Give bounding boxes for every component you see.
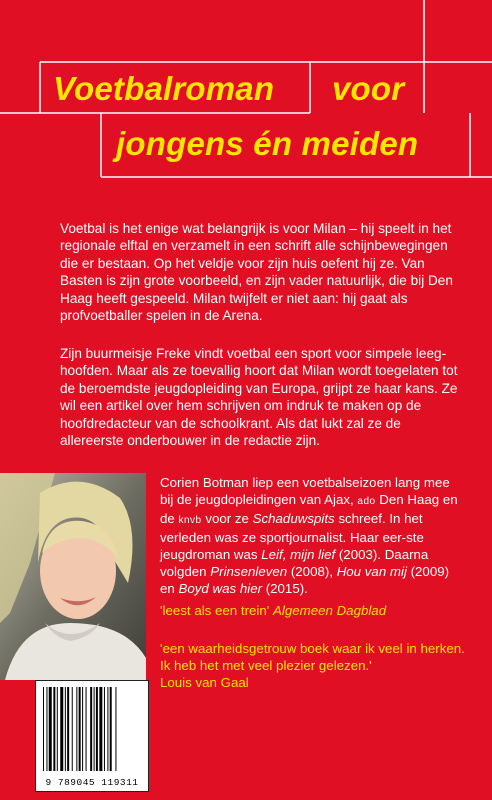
- barcode-bar: [57, 687, 58, 771]
- barcode-bar: [79, 687, 81, 771]
- barcode-bar: [60, 687, 63, 771]
- barcode-bar: [115, 687, 116, 771]
- author-bio: Corien Botman liep een voetbalseizoen lang mee bij de jeugdopleidingen van Ajax, ado Den Haag en de knvb voor ze Schaduwspits schreef. In het verleden was ze sportjournalist. Haar eer-ste jeugdroman was Leif, mijn lief (2003). Daarna volgden Prinsenleven (2008), Hou van mij (2009) en Boyd was hier (2015).: [160, 475, 458, 596]
- barcode-bar: [46, 687, 47, 771]
- barcode-bar: [53, 687, 55, 771]
- title-word-voetbalroman: Voetbalroman: [53, 70, 275, 107]
- review-quote-ad: 'leest als een trein' Algemeen Dagblad: [160, 603, 387, 618]
- barcode-bar: [99, 687, 102, 771]
- quote-source: Louis van Gaal: [160, 675, 249, 690]
- barcode-bar: [72, 687, 73, 771]
- barcode-bar: [104, 687, 105, 771]
- isbn-number: 9 789045 119311: [45, 777, 139, 788]
- isbn-barcode: [35, 680, 149, 792]
- barcode-bar: [43, 687, 44, 771]
- barcode-bar: [82, 687, 83, 771]
- review-quote-van-gaal: 'een waarheidsgetrouw boek waar ik veel in herken. Ik heb het met veel plezier gelezen.' Louis van Gaal: [160, 641, 465, 690]
- title-line-jongens-en-meiden: jongens én meiden: [116, 125, 419, 162]
- barcode-bar: [86, 687, 87, 771]
- barcode-bar: [76, 687, 77, 771]
- barcode-bar: [49, 687, 52, 771]
- author-photo: [0, 473, 146, 680]
- barcode-bar: [90, 687, 92, 771]
- book-title-boyd: Boyd was hier: [178, 581, 263, 596]
- title-word-voor: voor: [332, 70, 405, 107]
- book-title-hou-van-mij: Hou van mij: [336, 564, 407, 579]
- barcode-bar: [107, 687, 108, 771]
- barcode-bar: [67, 687, 69, 771]
- barcode-bar: [96, 687, 98, 771]
- barcode-bar: [110, 687, 112, 771]
- barcode-bar: [94, 687, 95, 771]
- barcode-bar: [65, 687, 66, 771]
- book-title-schaduwspits: Schaduwspits: [252, 511, 335, 526]
- blurb-paragraph-2: Zijn buurmeisje Freke vindt voetbal een sport voor simpele leeg-hoofden. Maar als ze toevallig hoort dat Milan wordt toegelaten tot de beroemdste jeugdopleiding van Europa, grijpt ze haar kans. Ze wil een artikel over hem schrijven om indruk te maken op de hoofdredacteur van de schoolkrant. Als dat lukt zal ze de allereerste onderbouwer in de redactie zijn.: [60, 346, 458, 449]
- blurb-paragraph-1: Voetbal is het enige wat belangrijk is voor Milan – hij speelt in het regionale elftal en verzamelt in een schrift alle schijnbewegingen die er bestaan. Op het veldje voor zijn huis oefent hij ze. Van Basten is zijn grote voorbeeld, en zijn vader natuurlijk, die bij Den Haag heeft gespeeld. Milan twijfelt er niet aan: hij gaat als profvoetballer spelen in de Arena.: [60, 221, 453, 324]
- quote-source: Algemeen Dagblad: [273, 603, 387, 618]
- book-title-prinsenleven: Prinsenleven: [210, 564, 288, 579]
- book-title-leif: Leif, mijn lief: [261, 547, 336, 562]
